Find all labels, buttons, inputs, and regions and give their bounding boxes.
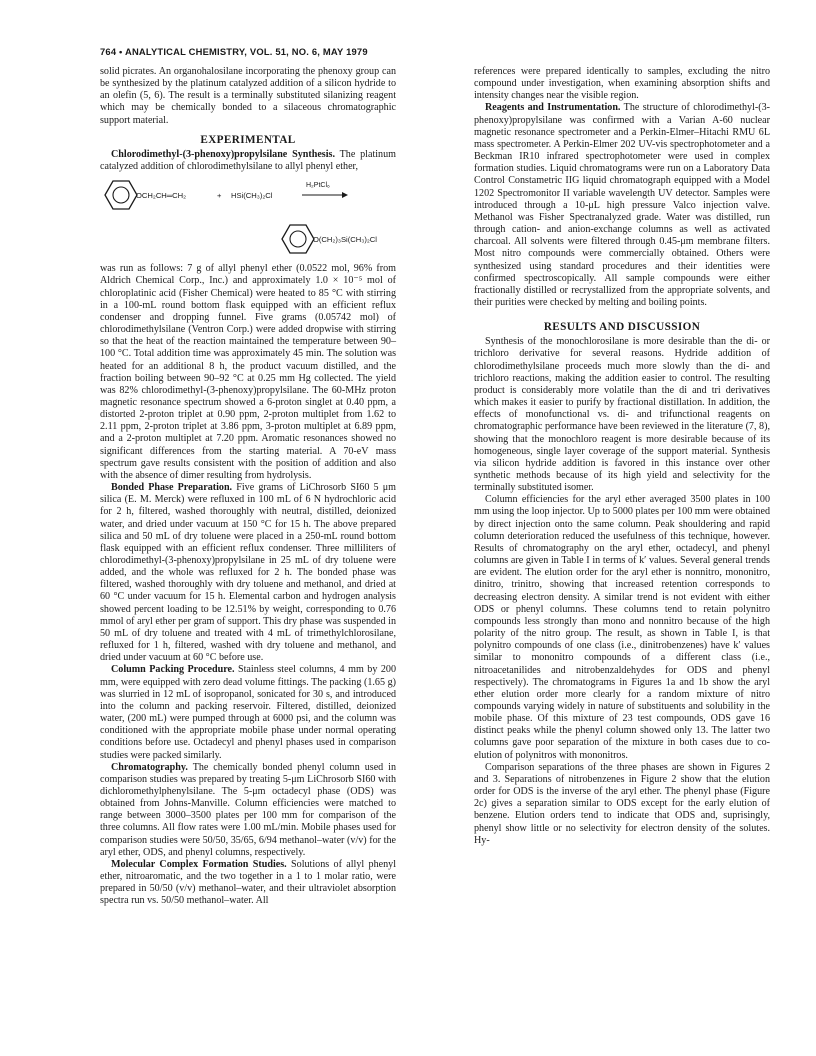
synthesis-title: Chlorodimethyl-(3-phenoxy)propylsilane Synthesis. <box>111 148 335 160</box>
product-benzene-ring-icon <box>281 224 315 254</box>
complex-formation-body: Solutions of allyl phenyl ether, nitroaromatic, and the two together in a 1 to 1 molar ratio, were prepared in 50/50 (v/v) methanol–water, and their ultraviolet absorption spectra run vs. 50/50 methanol–water. All <box>100 858 396 907</box>
benzene-ring-icon <box>104 180 138 210</box>
bonded-phase-paragraph <box>100 482 396 664</box>
results-paragraph-3: Comparison separations of the three phases are shown in Figures 2 and 3. Separations of nitrobenzenes in Figure 2 show that the elution order for ODS is the inverse of the aryl ether. The phenyl phase (Figure 2c) gives a separation similar to ODS except for the early elution of benzene. Elution orders tend to indicate that ODS and, suprisingly, phenyl show little or no selectivity for electron density of the solutes. Hy- <box>474 761 770 846</box>
reagents-paragraph <box>474 102 770 309</box>
chromatography-title: Chromatography. <box>111 761 188 773</box>
complex-formation-title: Molecular Complex Formation Studies. <box>111 858 287 870</box>
reactant-formula: OCH₂CH═CH₂ <box>136 191 187 201</box>
running-header: 764 • ANALYTICAL CHEMISTRY, VOL. 51, NO. 6, MAY 1979 <box>100 46 368 57</box>
synthesis-lead: The platinum catalyzed addition of chlorodimethylsilane to allyl phenyl ether, <box>100 148 396 173</box>
right-column <box>474 66 770 847</box>
continuation-paragraph: references were prepared identically to samples, excluding the nitro compound under investigation, when examining absorption shifts and intensity changes near the visible region. <box>474 66 770 102</box>
results-paragraph-2: Column efficiencies for the aryl ether averaged 3500 plates in 100 mm using the loop injector. Up to 5000 plates per 100 mm were obtained by direct injection onto the same column. Peak shouldering and rapid column deterioration reduced the usefulness of this technique, however. Results of chromatography on the aryl ether, octadecyl, and phenyl columns are given in Table I in terms of k′ values. Several general trends are evident. The elution order for the aryl ether is nonnitro, mononitro, dinitro, trinitro, showing that increased retention corresponds to decreasing electron density. A similar trend is not evident with either ODS or phenyl columns. These columns tend to retain polynitro compounds less strongly than mono and nonnitro because of the high polarity of the nitro group. The result, as shown in Table I, is that polynitro compounds of one class (i.e., dinitrobenzenes) have k′ values similar to mononitro compounds of a different class (i.e., nitroacetanilides and nitrobenzaldehydes for ODS and phenyl respectively). The chromatograms in Figures 1a and 1b show the aryl ether elution order more clearly for a random mixture of nitro compounds varying widely in nature of substituents and solubility in the mobile phase. Of this mixture of 23 test compounds, ODS gave 16 distinct peaks while the phenyl column showed only 13. The latter two columns gave poor separation of the mixture in both cases due to co-elution of polynitros with mononitros. <box>474 494 770 761</box>
packing-body: Stainless steel columns, 4 mm by 200 mm, were equipped with zero dead volume fittings. The packing (1.65 g) was slurried in 12 mL of isopropanol, sonicated for 30 s, and introduced into the column and packing reservoir. Filtered, distilled, deionized water, (200 mL) were pumped through at 6000 psi, and the column was conditioned with the appropriate mobile phase under normal operating conditions before use. Octadecyl and phenyl phases used in comparison studies were packed similarly. <box>100 664 396 761</box>
product-formula: O(CH₂)₃Si(CH₃)₂Cl <box>313 235 377 245</box>
results-paragraph-1: Synthesis of the monochlorosilane is more desirable than the di- or trichloro derivative for several reasons. Hydride addition of chlorodimethylsilane proceeds much more slowly than the di- and trichloro reactions, making the addition easier to control. The resulting product is considerably more volatile than the di and tri derivatives which makes it easier to purify by fractional distillation. In addition, the effects of monofunctional vs. di- and trifunctional reagents on chromatographic performance have been reviewed in the literature (7, 8), showing that the monochloro reagent is more desirable because of its homogeneous, single layer coverage of the support material. Synthesis via silicon hydride addition is favored in this instance over other synthetic methods because of its high yield and selectivity for the terminally substituted isomer. <box>474 336 770 494</box>
chromatography-paragraph <box>100 762 396 859</box>
catalyst-label: H₂PtCl₆ <box>306 182 330 190</box>
left-column <box>100 66 396 908</box>
silane-formula: HSi(CH₃)₂Cl <box>231 191 273 201</box>
synthesis-body: was run as follows: 7 g of allyl phenyl ether (0.0522 mol, 96% from Aldrich Chemical Corp., Inc.) and approximately 1.0 × 10⁻⁵ mol of chloroplatinic acid (Fisher Chemical) were heated to 85 °C with stirring in a 100-mL round bottom flask equipped with an efficient reflux condenser and dropping funnel. Five grams (0.05742 mol) of chlorodimethylsilane (Ventron Corp.) were added dropwise with stirring so that the heat of the reaction maintained the temperature between 90–100 °C. Total addition time was approximately 45 min. The solution was heated for an additional 8 h, the product vacuum distilled, and the fraction boiling between 90–92 °C at 0.25 mm Hg collected. The yield was 82% chlorodimethyl-(3-phenoxy)propylsilane. The 60-MHz proton magnetic resonance spectrum showed a 6-proton singlet at 0.40 ppm, a distorted 2-proton triplet at 0.90 ppm, 2-proton multiplet from 1.62 to 2.11 ppm, 2-proton triplet at 3.86 ppm, 3-proton multiplet at 6.89 ppm, and a 2-proton multiplet at 7.20 ppm. Aromatic resonances showed no significant differences from the starting material. A 70-eV mass spectrum gave results consistent with the position of addition and also with the absence of dimer resulting from hydrolysis. <box>100 263 396 481</box>
reaction-arrow-icon <box>302 191 348 199</box>
reaction-scheme <box>100 176 396 260</box>
synthesis-paragraph <box>100 149 396 173</box>
experimental-heading: EXPERIMENTAL <box>200 133 296 146</box>
intro-paragraph: solid picrates. An organohalosilane incorporating the phenoxy group can be synthesized by the platinum catalyzed addition of a silicon hydride to an olefin (5, 6). The result is a terminally substituted silanizing reagent which may be chemically bonded to a silaceous chromatographic support material. <box>100 66 396 126</box>
packing-paragraph <box>100 664 396 761</box>
results-heading: RESULTS AND DISCUSSION <box>543 321 701 334</box>
reagents-body: The structure of chlorodimethyl-(3-phenoxy)propylsilane was confirmed with a Varian A-60 nuclear magnetic resonance spectrometer and a Perkin-Elmer–Hitachi RMU 6L mass spectrometer. A Perkin-Elmer 202 UV-vis spectrophotometer and a Beckman IR10 infrared spectrophotometer were used in complex formation studies. Liquid chromatograms were run on a Laboratory Data Control Constametric IIG liquid chromatograph equipped with a Model 1202 Spectromonitor II variable wavelength UV detector. Samples were introduced through a 10-μL high pressure Valco injection valve. Methanol was Fisher Spectranalyzed grade. Water was distilled, run through cation- and anion-exchange columns as well as activated charcoal. All solvents were filtered through 0.45-μm membrane filters. Most nitro compounds were commercially obtained. Others were synthesized using standard procedures and their identities were confirmed spectroscopically. All sample compounds were either fractionally distilled or recrystallized from the appropriate solvents, and their purities were checked by melting and boiling points. <box>474 102 770 308</box>
chromatography-body: The chemically bonded phenyl column used in comparison studies was prepared by treating 5-μm LiChrosorb SI60 with dichloromethylphenylsilane. The 5-μm octadecyl phase (ODS) was obtained from Johns-Manville. Column efficiencies were matched to range between 3000–3500 plates per 100 mm for comparison of the three columns. All flow rates were 1.00 mL/min. Mobile phases used for comparison studies were 50/50, 35/65, 6/94 methanol–water (v/v) for the aryl ether, ODS, and phenyl columns, respectively. <box>100 761 396 858</box>
reagents-title: Reagents and Instrumentation. <box>485 102 621 114</box>
bonded-phase-body: Five grams of LiChrosorb SI60 5 μm silica (E. M. Merck) were refluxed in 100 mL of 6 N hydrochloric acid for 2 h, filtered, washed thoroughly with neutral, distilled, deionized water, and dried under vacuum at 150 °C for 15 h. The above prepared silica and 50 mL of dry toluene were placed in a 250-mL round bottom flask equipped with an efficient reflux condenser. Three milliliters of chlorodimethyl-(3-phenoxy)propylsilane in 25 mL of dry toluene were added, and the whole was refluxed for 2 h. The bonded phase was filtered, washed thoroughly with dry toluene and methanol, and dried at 60 °C under vacuum for 15 h. Elemental carbon and hydrogen analysis showed percent loading to be 12.51% by weight, corresponding to 0.76 mmol of aryl ether per gram of support. This dry phase was suspended in 50 mL of dry toluene and treated with 4 mL of trimethylchlorosilane, refluxed for 1 h, filtered, washed with dry toluene and methanol, and dried under vacuum at 60 °C before use. <box>100 482 396 664</box>
complex-formation-paragraph <box>100 859 396 908</box>
packing-title: Column Packing Procedure. <box>111 664 235 676</box>
bonded-phase-title: Bonded Phase Preparation. <box>111 482 233 494</box>
plus-sign: + <box>217 191 222 201</box>
